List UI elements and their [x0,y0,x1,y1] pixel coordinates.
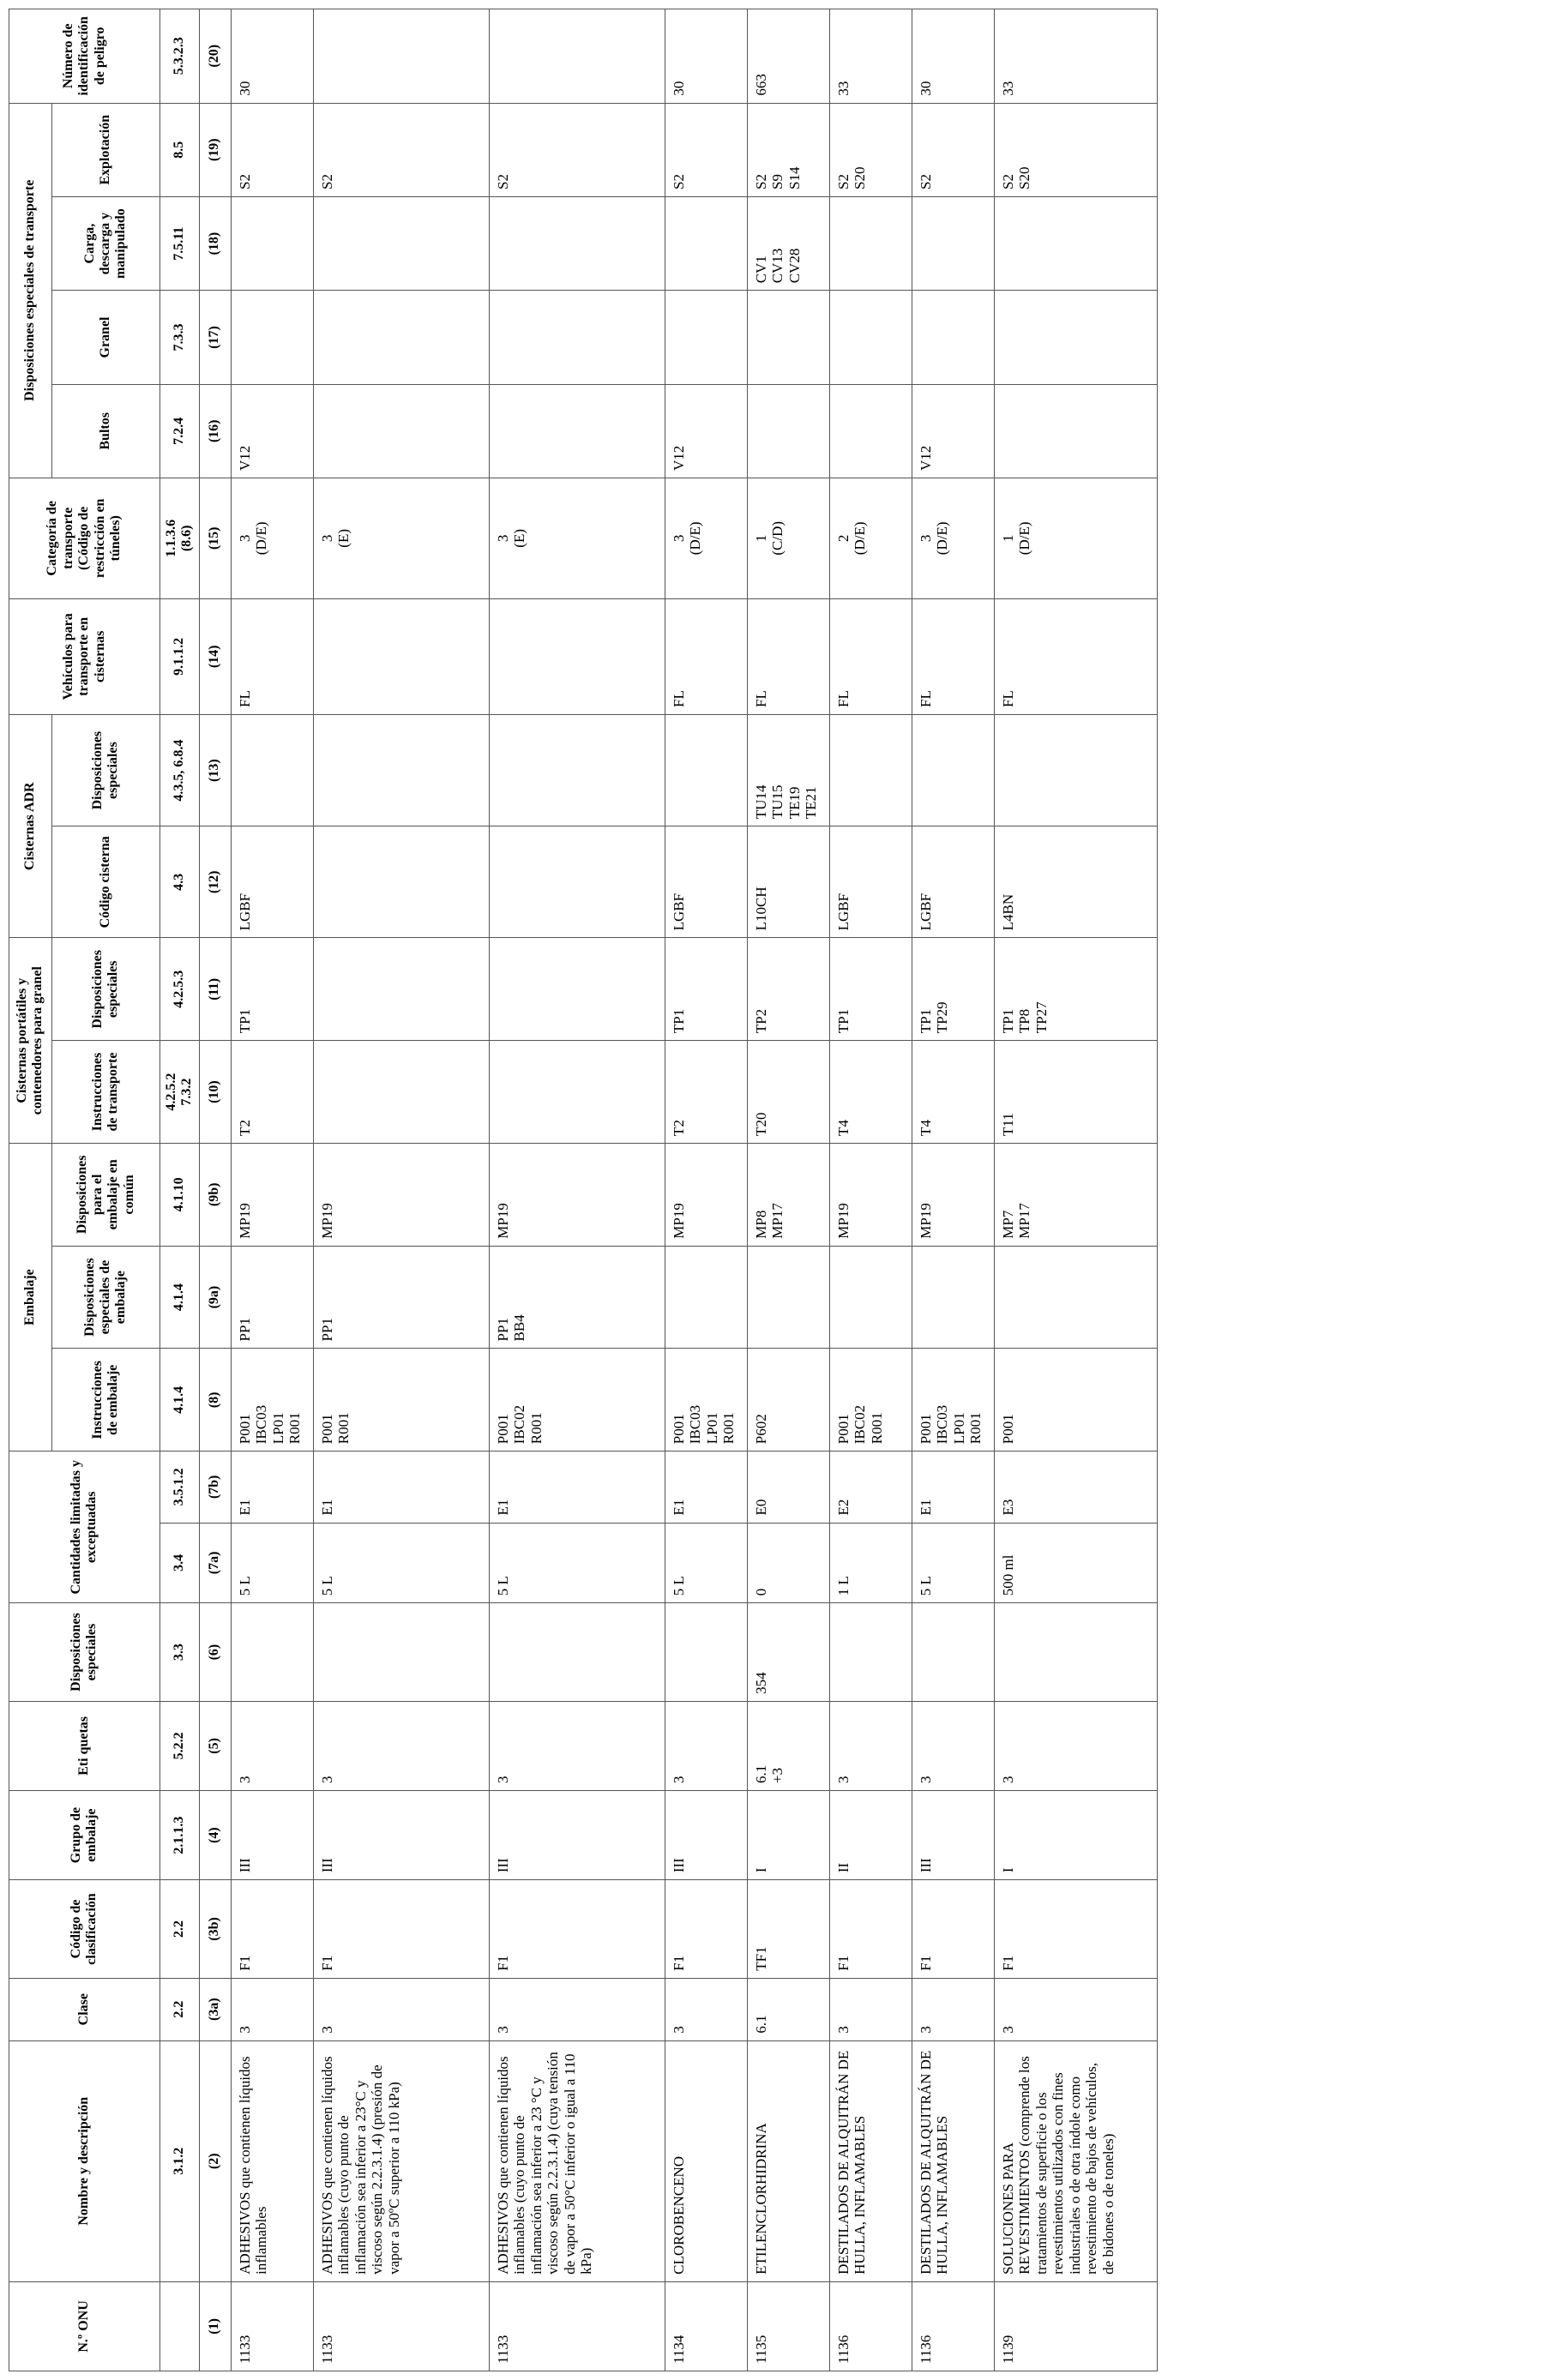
table-row [489,9,665,2371]
table-cell: 1135 [747,2281,829,2371]
column-number-row [199,9,231,2371]
table-cell: 1133 [313,2281,489,2371]
table-cell: T2 [231,1041,313,1144]
table-cell: MP19 [231,1143,313,1246]
column-number-cell: (7b) [199,1451,231,1523]
table-cell: F1 [231,1880,313,1979]
reference-cell: 4.3.5, 6.8.4 [160,715,199,826]
header-loading: Carga, descarga y manipulado [51,196,160,290]
table-cell: PP1 [231,1246,313,1349]
header-adr-special: Disposiciones especiales [51,715,160,826]
table-cell: F1 [489,1880,665,1979]
table-cell: 3 [313,1978,489,2040]
table-cell: F1 [665,1880,747,1979]
table-cell [912,291,994,384]
table-cell: SOLUCIONES PARA REVESTIMIENTOS (comprende los tratamientos de superficie o los revestimientos utilizados con fines industriales o de otra índole como revestimiento de bajos de vehículos, de bidones o de toneles) [994,2040,1157,2281]
table-cell [489,715,665,826]
header-group-portable-tanks: Cisternas portátiles y contenedores para granel [9,938,52,1144]
table-cell: ADHESIVOS que contienen líquidos inflamables (cuyo punto de inflamación sea inferior a 23 °C y viscoso según 2.2.3.1.4) (cuya tensión de vapor a 50°C inferior o igual a 110 kPa) [489,2040,665,2281]
table-cell [231,291,313,384]
column-number-cell: (13) [199,715,231,826]
table-cell [994,384,1157,478]
table-cell [231,1603,313,1702]
table-cell [489,9,665,104]
table-cell [829,291,912,384]
table-cell: 3 [489,1978,665,2040]
table-cell: 3 (D/E) [912,478,994,599]
header-un-number: N.º ONU [9,2281,160,2371]
table-cell: MP19 [313,1143,489,1246]
header-packing-instructions: Instrucciones de embalaje [51,1349,160,1451]
table-cell: 1133 [489,2281,665,2371]
table-cell: I [994,1791,1157,1880]
table-cell: 3 [829,1978,912,2040]
reference-cell: 5.3.2.3 [160,9,199,104]
table-cell: 3 [313,1701,489,1790]
column-number-cell: (7a) [199,1523,231,1603]
table-cell: V12 [231,384,313,478]
table-cell: TU14 TU15 TE19 TE21 [747,715,829,826]
table-cell: 6.1 [747,1978,829,2040]
table-cell [747,291,829,384]
table-cell: P001 IBC03 LP01 R001 [912,1349,994,1451]
column-number-cell: (14) [199,598,231,714]
table-cell [313,938,489,1041]
column-number-cell: (10) [199,1041,231,1144]
reference-cell: 4.1.4 [160,1246,199,1349]
table-cell: E1 [231,1451,313,1523]
reference-cell: 4.2.5.2 7.3.2 [160,1041,199,1144]
table-cell [994,1603,1157,1702]
table-cell: 3 [994,1978,1157,2040]
table-cell: FL [994,598,1157,714]
table-cell [912,1603,994,1702]
table-cell: 3 [912,1978,994,2040]
table-cell: 33 [994,9,1157,104]
table-cell: 354 [747,1603,829,1702]
table-cell: P001 IBC03 LP01 R001 [665,1349,747,1451]
reference-cell: 7.2.4 [160,384,199,478]
table-cell: 3 [231,1701,313,1790]
table-cell: MP19 [665,1143,747,1246]
header-transport-category: Categoría de transporte (Código de restricción en túneles) [9,478,160,599]
table-cell: S2 [489,103,665,196]
table-cell: 3 [489,1701,665,1790]
table-cell: 0 [747,1523,829,1603]
table-cell: 3 (D/E) [665,478,747,599]
table-cell: 1 (D/E) [994,478,1157,599]
header-group-adr-tanks: Cisternas ADR [9,715,52,938]
table-cell [665,1246,747,1349]
header-vehicle: Vehículos para transporte en cisternas [9,598,160,714]
table-cell: FL [829,598,912,714]
table-cell: S2 S20 [829,103,912,196]
table-cell: L10CH [747,826,829,938]
column-number-cell: (4) [199,1791,231,1880]
table-cell: MP8 MP17 [747,1143,829,1246]
table-cell: ETILENCLORHIDRINA [747,2040,829,2281]
table-cell: P602 [747,1349,829,1451]
table-cell [994,291,1157,384]
table-cell: 1136 [829,2281,912,2371]
table-cell: MP19 [829,1143,912,1246]
table-cell [994,196,1157,290]
table-cell [313,196,489,290]
column-number-cell: (11) [199,938,231,1041]
reference-cell: 1.1.3.6 (8.6) [160,478,199,599]
table-cell [994,1246,1157,1349]
table-cell: T2 [665,1041,747,1144]
table-cell [665,291,747,384]
reference-cell: 3.5.1.2 [160,1451,199,1523]
reference-cell: 4.1.10 [160,1143,199,1246]
table-cell: CLOROBENCENO [665,2040,747,2281]
column-number-cell: (9a) [199,1246,231,1349]
table-cell [489,384,665,478]
table-cell: 1 L [829,1523,912,1603]
table-cell [665,1603,747,1702]
table-cell [489,196,665,290]
table-cell: S2 [912,103,994,196]
column-number-cell: (8) [199,1349,231,1451]
reference-cell: 3.3 [160,1603,199,1702]
table-cell: 1139 [994,2281,1157,2371]
table-cell: II [829,1791,912,1880]
table-cell: TF1 [747,1880,829,1979]
table-cell [994,715,1157,826]
table-cell: TP1 TP8 TP27 [994,938,1157,1041]
table-cell: 1136 [912,2281,994,2371]
table-cell: FL [665,598,747,714]
table-cell [829,1246,912,1349]
reference-cell: 7.3.3 [160,291,199,384]
column-number-cell: (3a) [199,1978,231,2040]
reference-cell: 8.5 [160,103,199,196]
table-cell: 30 [231,9,313,104]
reference-cell: 2.2 [160,1978,199,2040]
table-body [231,9,1157,2371]
header-name: Nombre y descripción [9,2040,160,2281]
table-cell: TP1 TP29 [912,938,994,1041]
table-cell: 3 [994,1701,1157,1790]
table-cell: F1 [829,1880,912,1979]
table-cell: P001 IBC02 R001 [829,1349,912,1451]
reference-cell: 4.2.5.3 [160,938,199,1041]
column-number-cell: (9b) [199,1143,231,1246]
table-cell: 3 [665,1978,747,2040]
column-number-cell: (12) [199,826,231,938]
table-cell: 5 L [231,1523,313,1603]
header-tank-instructions: Instrucciones de transporte [51,1041,160,1144]
table-row [313,9,489,2371]
table-cell: T4 [829,1041,912,1144]
table-cell [489,598,665,714]
table-cell: 30 [912,9,994,104]
table-cell: 3 [912,1701,994,1790]
table-cell [489,826,665,938]
table-row [994,9,1157,2371]
column-number-cell: (2) [199,2040,231,2281]
table-cell: III [912,1791,994,1880]
column-number-cell: (19) [199,103,231,196]
table-cell [313,1041,489,1144]
header-labels: Eti quetas [9,1701,160,1790]
table-cell [231,196,313,290]
table-cell: S2 [231,103,313,196]
table-cell: TP1 [231,938,313,1041]
table-cell: E0 [747,1451,829,1523]
table-cell: 3 (E) [313,478,489,599]
reference-cell: 7.5.11 [160,196,199,290]
header-mixed-packing: Disposiciones para el embalaje en común [51,1143,160,1246]
table-cell: 6.1 +3 [747,1701,829,1790]
table-row [829,9,912,2371]
reference-cell: 2.1.1.3 [160,1791,199,1880]
table-cell: T4 [912,1041,994,1144]
table-cell [829,715,912,826]
header-tank-code: Código cisterna [51,826,160,938]
header-special-provisions: Disposiciones especiales [9,1603,160,1702]
table-cell [489,1041,665,1144]
column-number-cell: (17) [199,291,231,384]
table-cell: FL [912,598,994,714]
reference-cell: 5.2.2 [160,1701,199,1790]
table-cell: 3 [829,1701,912,1790]
table-cell: L4BN [994,826,1157,938]
column-number-cell: (16) [199,384,231,478]
column-number-cell: (5) [199,1701,231,1790]
table-cell: PP1 [313,1246,489,1349]
header-classification-code: Código de clasificación [9,1880,160,1979]
table-cell: F1 [994,1880,1157,1979]
table-cell [747,1246,829,1349]
table-cell: DESTILADOS DE ALQUITRÁN DE HULLA, INFLAMABLES [829,2040,912,2281]
table-cell: E1 [912,1451,994,1523]
table-cell [912,196,994,290]
table-row [912,9,994,2371]
table-cell [747,384,829,478]
reference-cell: 4.1.4 [160,1349,199,1451]
table-cell: E3 [994,1451,1157,1523]
table-cell: ADHESIVOS que contienen líquidos inflamables [231,2040,313,2281]
table-cell [912,715,994,826]
table-cell: III [489,1791,665,1880]
table-cell [665,196,747,290]
table-cell: T20 [747,1041,829,1144]
reference-cell: 3.4 [160,1523,199,1603]
table-cell: V12 [665,384,747,478]
header-packing-group: Grupo de embalaje [9,1791,160,1880]
table-cell: 1134 [665,2281,747,2371]
table-cell [665,715,747,826]
header-packaging-special: Disposiciones especiales de embalaje [51,1246,160,1349]
column-number-cell: (1) [199,2281,231,2371]
table-cell [489,1603,665,1702]
header-operation: Explotación [51,103,160,196]
table-cell [313,826,489,938]
table-cell: S2 [665,103,747,196]
table-cell [829,1603,912,1702]
reference-row [160,9,199,2371]
reference-cell: 3.1.2 [160,2040,199,2281]
table-cell [912,1246,994,1349]
table-cell: 1133 [231,2281,313,2371]
table-cell: 1 (C/D) [747,478,829,599]
table-cell: LGBF [912,826,994,938]
table-cell: P001 IBC03 LP01 R001 [231,1349,313,1451]
table-cell: S2 S20 [994,103,1157,196]
table-cell: LGBF [829,826,912,938]
reference-cell: 4.3 [160,826,199,938]
table-cell: P001 R001 [313,1349,489,1451]
table-cell: DESTILADOS DE ALQUITRÁN DE HULLA, INFLAMABLES [912,2040,994,2281]
column-number-cell: (3b) [199,1880,231,1979]
table-cell: 5 L [665,1523,747,1603]
table-cell: MP19 [912,1143,994,1246]
table-cell: TP1 [665,938,747,1041]
table-cell: PP1 BB4 [489,1246,665,1349]
table-cell: TP1 [829,938,912,1041]
table-cell: III [313,1791,489,1880]
table-cell: I [747,1791,829,1880]
reference-cell [160,2281,199,2371]
reference-cell: 2.2 [160,1880,199,1979]
table-cell: FL [747,598,829,714]
table-cell: S2 [313,103,489,196]
table-cell: V12 [912,384,994,478]
header-bulk: Granel [51,291,160,384]
table-cell [313,9,489,104]
table-cell: P001 IBC02 R001 [489,1349,665,1451]
table-cell [489,291,665,384]
table-row [665,9,747,2371]
table-cell [489,938,665,1041]
reference-cell: 9.1.1.2 [160,598,199,714]
table-cell [313,291,489,384]
column-number-cell: (15) [199,478,231,599]
table-row [747,9,829,2371]
table-cell: 5 L [912,1523,994,1603]
header-packages: Bultos [51,384,160,478]
column-number-cell: (6) [199,1603,231,1702]
table-cell: P001 [994,1349,1157,1451]
table-cell: 30 [665,9,747,104]
table-cell: III [665,1791,747,1880]
table-cell: 3 [665,1701,747,1790]
table-cell: MP19 [489,1143,665,1246]
table-cell: ADHESIVOS que contienen líquidos inflamables (cuyo punto de inflamación sea inferior a 23°C y viscoso según 2.2.3.1.4) (presión de vapor a 50ºC superior a 110 kPa) [313,2040,489,2281]
table-cell: TP2 [747,938,829,1041]
table-cell: F1 [313,1880,489,1979]
column-number-cell: (20) [199,9,231,104]
table-cell: CV1 CV13 CV28 [747,196,829,290]
table-cell: LGBF [665,826,747,938]
table-cell [829,384,912,478]
header-class: Clase [9,1978,160,2040]
table-cell: 3 (D/E) [231,478,313,599]
table-cell [313,1603,489,1702]
header-group-packaging: Embalaje [9,1143,52,1451]
table-cell: E1 [665,1451,747,1523]
table-cell [313,715,489,826]
table-cell: T11 [994,1041,1157,1144]
table-cell: S2 S9 S14 [747,103,829,196]
header-limited-quantities: Cantidades limitadas y exceptuadas [9,1451,160,1603]
table-cell: LGBF [231,826,313,938]
table-cell [231,715,313,826]
dangerous-goods-table [9,9,1158,2371]
table-cell: 33 [829,9,912,104]
table-cell [313,384,489,478]
table-row [231,9,313,2371]
table-cell: 3 [231,1978,313,2040]
table-cell [313,598,489,714]
table-cell: 663 [747,9,829,104]
table-cell: E2 [829,1451,912,1523]
table-cell: 500 ml [994,1523,1157,1603]
table-cell: 3 (E) [489,478,665,599]
table-cell: 5 L [313,1523,489,1603]
header-portable-special: Disposiciones especiales [51,938,160,1041]
table-cell: 5 L [489,1523,665,1603]
table-cell: 2 (D/E) [829,478,912,599]
column-number-cell: (18) [199,196,231,290]
table-cell: E1 [489,1451,665,1523]
header-hazard-id: Número de identificación de peligro [9,9,160,104]
table-cell: III [231,1791,313,1880]
table-cell: F1 [912,1880,994,1979]
table-cell: FL [231,598,313,714]
table-cell [829,196,912,290]
header-group-transport-provisions: Disposiciones especiales de transporte [9,103,52,478]
table-cell: MP7 MP17 [994,1143,1157,1246]
table-cell: E1 [313,1451,489,1523]
